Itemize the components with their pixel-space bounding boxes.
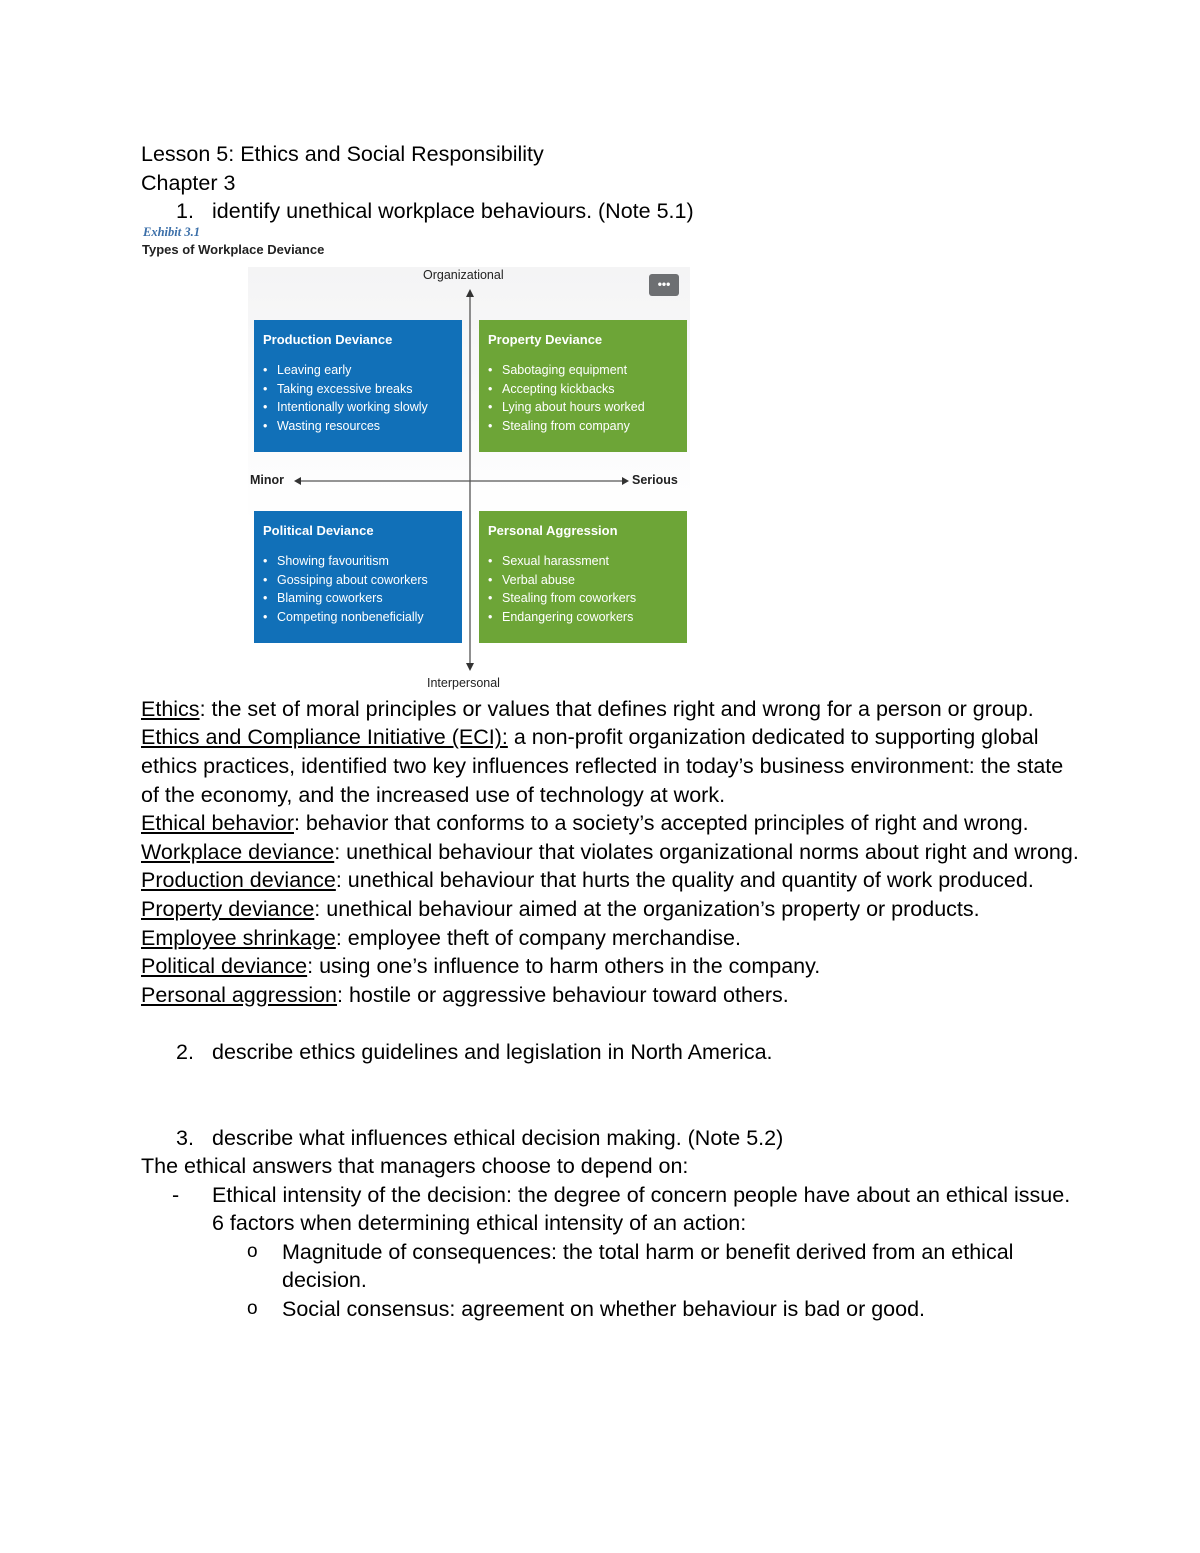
definition-text: : employee theft of company merchandise. [335,925,741,950]
quadrant-item: • Sabotaging equipment [488,361,687,380]
sub-list-item [141,1238,1081,1295]
definition-term: Political deviance [141,954,308,979]
definition-term: Ethics and Compliance Initiative (ECI): [141,725,508,750]
figure-title: Types of Workplace Deviance [142,242,325,257]
dash-list-item [141,1181,1081,1238]
objective-number: 3. [176,1125,194,1150]
axis-label-left: Minor [250,473,285,487]
definition-ethics [141,695,1081,724]
objective-text: describe ethics guidelines and legislation in North America. [212,1039,773,1064]
quadrant-item: • Sexual harassment [488,552,687,571]
definition-text: : hostile or aggressive behaviour toward others. [337,982,789,1007]
definition-text: : unethical behaviour aimed at the organization’s property or products. [314,896,980,921]
axis-label-bottom: Interpersonal [427,676,500,690]
dash-item-text: Ethical intensity of the decision: the degree of concern people have about an ethical issue. 6 factors when determining ethical intensity of an action: [212,1182,1071,1236]
section3-intro: The ethical answers that managers choose to depend on: [141,1154,689,1179]
dash-bullet: - [172,1182,180,1207]
quadrant-item: • Blaming coworkers [263,589,462,608]
definition-term: Workplace deviance [141,839,335,864]
circle-bullet: o [247,1240,258,1262]
quadrant-item: • Showing favouritism [263,552,462,571]
circle-bullet: o [247,1298,258,1320]
quadrant-title: Production Deviance [263,332,393,347]
objective-text: describe what influences ethical decision making. (Note 5.2) [212,1125,784,1150]
objective-1 [141,197,1081,226]
spacer [141,1009,1081,1038]
quadrant-item: • Endangering coworkers [488,608,687,627]
quadrant-item: • Lying about hours worked [488,398,687,417]
definition-text: : the set of moral principles or values that defines right and wrong for a person or group. [199,696,1034,721]
objective-3 [141,1124,1081,1153]
quadrant-item: • Stealing from company [488,417,687,436]
definition-text: : unethical behaviour that violates organizational norms about right and wrong. [334,839,1079,864]
definition-term: Ethics [141,696,200,721]
definition-text: : using one’s influence to harm others in the company. [307,954,821,979]
definition-term: Ethical behavior [141,811,294,836]
definition-text: : behavior that conforms to a society’s accepted principles of right and wrong. [293,811,1029,836]
definition-ethical-behavior [141,809,1081,838]
definition-personal-aggression [141,981,1081,1010]
objective-number: 2. [176,1039,194,1064]
quadrant-item: • Leaving early [263,361,462,380]
quadrant-item: • Gossiping about coworkers [263,571,462,590]
more-options-button[interactable]: ••• [649,274,679,296]
exhibit-label: Exhibit 3.1 [143,225,200,239]
quadrant-title: Personal Aggression [488,523,618,538]
objective-number: 1. [176,199,194,224]
quadrant-item: • Accepting kickbacks [488,380,687,399]
quadrant-item: • Taking excessive breaks [263,380,462,399]
definition-political-deviance [141,952,1081,981]
definition-term: Property deviance [141,896,315,921]
quadrant-item: • Verbal abuse [488,571,687,590]
sub-list-item [141,1295,1081,1324]
objective-text: identify unethical workplace behaviours. (Note 5.1) [212,199,694,224]
chapter-heading: Chapter 3 [141,170,236,195]
definition-production-deviance [141,866,1081,895]
quadrant-item: • Wasting resources [263,417,462,436]
definition-term: Personal aggression [141,982,338,1007]
sub-item-text: Social consensus: agreement on whether behaviour is bad or good. [282,1297,926,1322]
definition-workplace-deviance [141,838,1081,867]
definition-text: : unethical behaviour that hurts the quality and quantity of work produced. [335,868,1034,893]
quadrant-title: Political Deviance [263,523,374,538]
lesson-title: Lesson 5: Ethics and Social Responsibility [141,142,544,166]
quadrant-item: • Competing nonbeneficially [263,608,462,627]
definition-eci [141,723,1081,809]
document-body [141,140,1081,1324]
spacer [141,1067,1081,1124]
definition-term: Production deviance [141,868,336,893]
axis-label-top: Organizational [423,268,504,282]
quadrant-item: • Intentionally working slowly [263,398,462,417]
definition-property-deviance [141,895,1081,924]
sub-item-text: Magnitude of consequences: the total harm or benefit derived from an ethical decision. [282,1239,1014,1293]
quadrant-item: • Stealing from coworkers [488,589,687,608]
definition-term: Employee shrinkage [141,925,336,950]
quadrant-title: Property Deviance [488,332,603,347]
definition-employee-shrinkage [141,924,1081,953]
objective-2 [141,1038,1081,1067]
definition-text: a non-profit organization dedicated to supporting global ethics practices, identified two key influences reflected in today’s business environment: the state of the economy, and the increased use of technology at work. [141,725,1064,807]
axis-label-right: Serious [632,473,678,487]
figure-spacer [141,226,1081,695]
